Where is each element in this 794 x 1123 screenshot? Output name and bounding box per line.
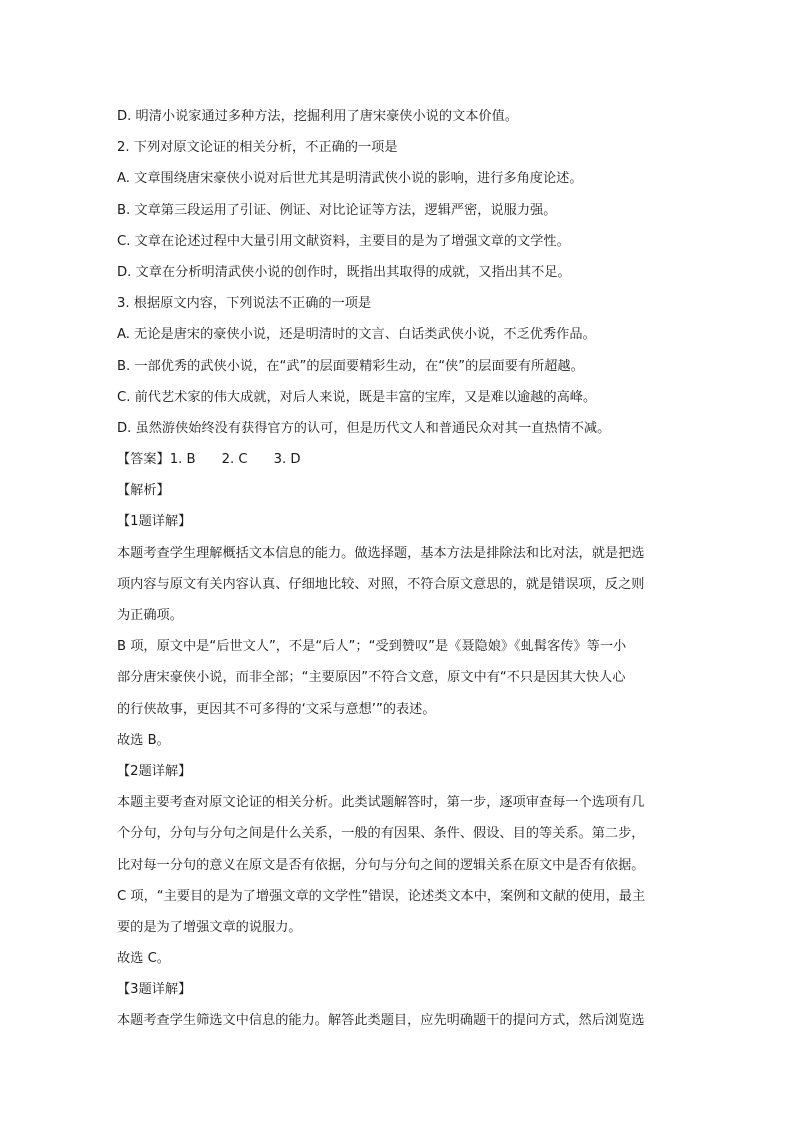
q2-stem: 2. 下列对原文论证的相关分析，不正确的一项是	[117, 140, 398, 156]
q2-option-b: B. 文章第三段运用了引证、例证、对比论证等方法，逻辑严密，说服力强。	[117, 202, 557, 218]
detail1-line: 故选 B。	[117, 732, 170, 748]
q3-option-b: B. 一部优秀的武侠小说，在“武”的层面要精彩生动，在“侠”的层面要有所超越。	[117, 358, 584, 374]
q2-option-c: C. 文章在论述过程中大量引用文献资料，主要目的是为了增强文章的文学性。	[117, 233, 570, 249]
detail1-line: 本题考查学生理解概括文本信息的能力。做选择题，基本方法是排除法和比对法，就是把选	[117, 545, 645, 561]
detail2-heading: 【2题详解】	[117, 763, 192, 779]
detail1-line: B 项，原文中是“后世文人”，不是“后人”；“受到赞叹”是《聂隐娘》《虬髯客传》等一小	[117, 639, 627, 655]
detail2-line: 比对每一分句的意义在原文是否有依据，分句与分句之间的逻辑关系在原文中是否有依据。	[117, 857, 645, 873]
detail3-line: 本题考查学生筛选文中信息的能力。解答此类题目，应先明确题干的提问方式，然后浏览选	[117, 1013, 645, 1029]
q3-option-d: D. 虽然游侠始终没有获得官方的认可，但是历代文人和普通民众对其一直热情不减。	[117, 420, 611, 436]
answer-1: 1. B	[169, 452, 196, 468]
answer-2: 2. C	[221, 452, 248, 468]
analysis-label: 【解析】	[117, 483, 170, 499]
answer-3: 3. D	[273, 452, 301, 468]
detail2-line: 个分句，分句与分句之间是什么关系，一般的有因果、条件、假设、目的等关系。第二步，	[117, 826, 645, 842]
detail1-line: 的行侠故事，更因其不可多得的‘文采与意想’”的表述。	[117, 701, 436, 717]
detail1-line: 部分唐宋豪侠小说，而非全部；“主要原因”不符合文意，原文中有“不只是因其大快人心	[117, 670, 626, 686]
detail2-line: 故选 C。	[117, 951, 170, 967]
q3-option-c: C. 前代艺术家的伟大成就，对后人来说，既是丰富的宝库，又是难以逾越的高峰。	[117, 389, 597, 405]
answer-line	[117, 444, 677, 475]
answer-label: 【答案】	[117, 452, 170, 468]
detail2-line: 要的是为了增强文章的说服力。	[117, 919, 302, 935]
detail2-line: 本题主要考查对原文论证的相关分析。此类试题解答时，第一步，逐项审查每一个选项有几	[117, 795, 645, 811]
q2-option-a: A. 文章围绕唐宋豪侠小说对后世尤其是明清武侠小说的影响，进行多角度论述。	[117, 171, 583, 187]
detail1-heading: 【1题详解】	[117, 514, 192, 530]
q3-option-a: A. 无论是唐宋的豪侠小说，还是明清时的文言、白话类武侠小说，不乏优秀作品。	[117, 327, 596, 343]
detail2-line: C 项，“主要目的是为了增强文章的文学性”错误，论述类文本中，案例和文献的使用，最主	[117, 888, 646, 904]
detail1-line: 为正确项。	[117, 608, 183, 623]
q2-option-d: D. 文章在分析明清武侠小说的创作时，既指出其取得的成就，又指出其不足。	[117, 264, 571, 280]
q3-stem: 3. 根据原文内容，下列说法不正确的一项是	[117, 296, 372, 312]
page-content	[117, 101, 677, 1037]
q1-option-d: D. 明清小说家通过多种方法，挖掘利用了唐宋豪侠小说的文本价值。	[117, 109, 518, 124]
detail3-heading: 【3题详解】	[117, 982, 192, 998]
detail1-line: 项内容与原文有关内容认真、仔细地比较、对照，不符合原文意思的，就是错误项，反之则	[117, 576, 645, 592]
